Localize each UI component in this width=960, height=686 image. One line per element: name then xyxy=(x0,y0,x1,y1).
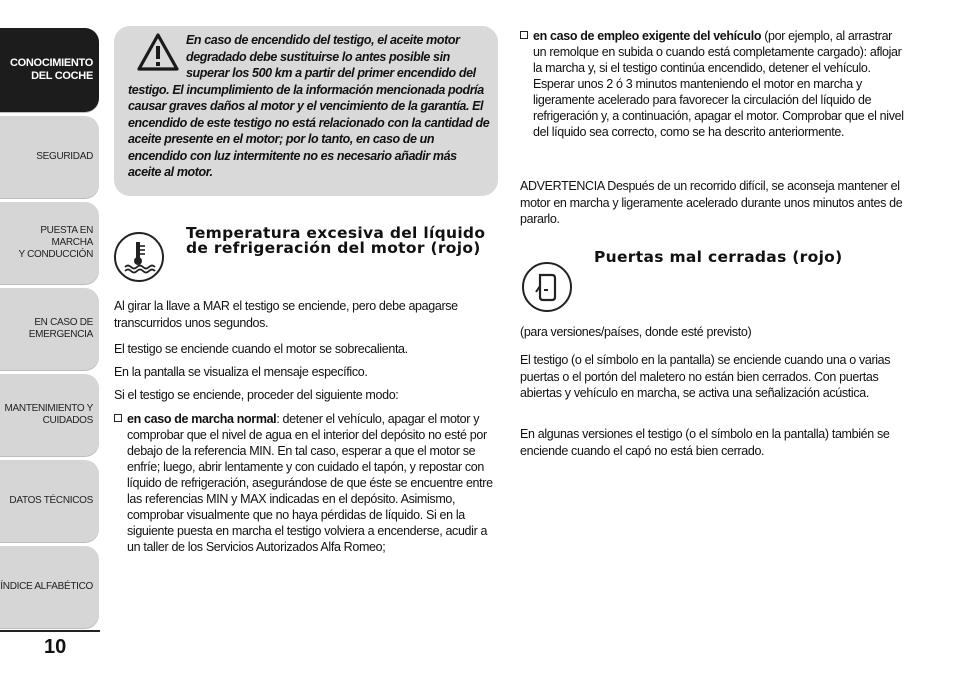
checkbox-bullet-icon xyxy=(520,31,528,39)
warning-text: En caso de encendido del testigo, el aceite motor degradado debe sustituirse lo antes posible sin superar los 500 km a partir del primer encendido del testigo. El incumplimiento de la información mencionada podría causar graves daños al motor y el vencimiento de la garantía. El encendido de este testigo no está relacionado con la cantidad de aceite presente en el motor; por lo tanto, en caso de un encendido con luz intermitente no es necesario añadir más aceite al motor. xyxy=(128,33,490,179)
bullet-marcha-normal-text: : detener el vehículo, apagar el motor y comprobar que el nivel de agua en el interior del depósito no esté por debajo de la referencia MIN. En tal caso, esperar a que el motor se enfríe; luego, abrir lentamente y con cuidado el tapón, y repostar con líquido de refrigeración, asegurándose de que éste se encuentre entre las referencias MIN y MAX indicadas en el depósito. Asimismo, comprobar visualmente que no haya pérdidas de líquido. Si en la siguiente puesta en marcha el testigo volviera a encenderse, acudir a un taller de los Servicios Autorizados Alfa Romeo; xyxy=(127,412,493,554)
tab-indice-alfabetico[interactable]: ÍNDICE ALFABÉTICO xyxy=(0,546,99,628)
page-footer-rule xyxy=(0,630,100,632)
doors-section-title: Puertas mal cerradas (rojo) xyxy=(594,248,843,266)
checkbox-bullet-icon xyxy=(114,414,122,422)
warning-box xyxy=(114,26,498,196)
bullet-empleo-exigente-heading: en caso de empleo exigente del vehículo xyxy=(533,29,762,43)
tab-puesta-en-marcha[interactable]: PUESTA EN MARCHA Y CONDUCCIÓN xyxy=(0,202,99,284)
door-open-icon xyxy=(522,262,572,312)
coolant-paragraph-2: El testigo se enciende cuando el motor se sobrecalienta. xyxy=(114,342,408,356)
bullet-empleo-exigente-text: (por ejemplo, al arrastrar un remolque en subida o cuando está completamente cargado): aflojar la marcha y, si el testigo continúa encendido, detener el vehículo. Esperar unos 2 ó 3 minutos manteniendo el motor en marcha y ligeramente acelerado para favorecer la circulación del líquido de refrigeración y, a continuación, apagar el motor. Comprobar que el nivel del líquido sea correcto, como se ha descrito anteriormente. xyxy=(533,29,904,139)
bullet-marcha-normal xyxy=(114,411,496,555)
tab-seguridad[interactable]: SEGURIDAD xyxy=(0,116,99,198)
tab-mantenimiento[interactable]: MANTENIMIENTO Y CUIDADOS xyxy=(0,374,99,456)
coolant-paragraph-3: En la pantalla se visualiza el mensaje específico. xyxy=(114,365,368,379)
coolant-section-title: Temperatura excesiva del líquido de refrigeración del motor (rojo) xyxy=(186,224,486,257)
tab-en-caso-de-emergencia[interactable]: EN CASO DE EMERGENCIA xyxy=(0,288,99,370)
doors-paragraph-2: El testigo (o el símbolo en la pantalla) se enciende cuando una o varias puertas o el portón del maletero no están bien cerrados. Con puertas abiertas y vehículo en marcha, se activa una señalización acústica. xyxy=(520,353,891,400)
doors-paragraph-3: En algunas versiones el testigo (o el símbolo en la pantalla) también se enciende cuando el capó no está bien cerrado. xyxy=(520,427,890,458)
coolant-paragraph-4: Si el testigo se enciende, proceder del siguiente modo: xyxy=(114,388,399,402)
coolant-temperature-icon xyxy=(114,232,164,282)
bullet-marcha-normal-heading: en caso de marcha normal xyxy=(127,412,277,426)
tab-datos-tecnicos[interactable]: DATOS TÉCNICOS xyxy=(0,460,99,542)
doors-paragraph-1: (para versiones/países, donde esté previsto) xyxy=(520,325,752,339)
page-number: 10 xyxy=(44,636,67,658)
tab-conocimiento-del-coche[interactable]: CONOCIMIENTO DEL COCHE xyxy=(0,28,99,112)
bullet-empleo-exigente xyxy=(520,28,906,140)
coolant-paragraph-1: Al girar la llave a MAR el testigo se enciende, pero debe apagarse transcurridos unos segundos. xyxy=(114,299,458,330)
advertencia-paragraph: ADVERTENCIA Después de un recorrido difícil, se aconseja mantener el motor en marcha y ligeramente acelerado durante unos minutos antes de pararlo. xyxy=(520,179,903,226)
